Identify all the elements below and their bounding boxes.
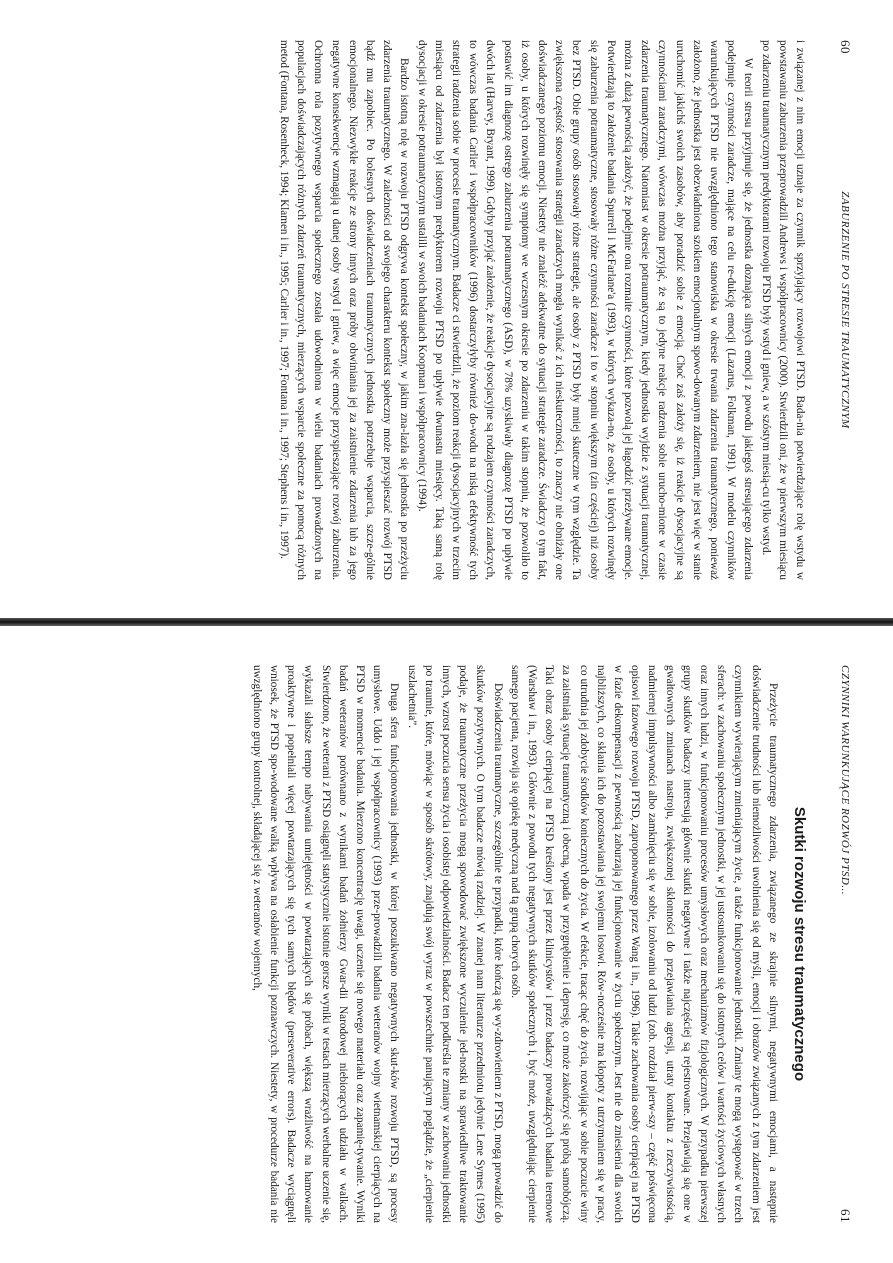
left-page [0,0,893,620]
paragraph: Druga sfera funkcjonowania jednostki, w której poszukiwano negatywnych skut-ków rozwoju PTSD, są procesy umysłowe. Uddo i jej współpracownicy (1993) prze-prowadzili badania weteranów wojny wietnamskiej cierpiących na PTSD w momencie badania. Mierzono koncentrację uwagi, uczenie się nowego materiału oraz zapamię-tywanie. Wyniki badań weteranów porównano z wynikami badań żołnierzy Gwar-dii Narodowej niebiorących udziału w walkach. Stwierdzono, że weterani z PTSD osiągnęli statystycznie istotnie gorsze wyniki w testach mierzących werbalne uczenie się, wykazali słabsze tempo nabywania umiejętności w powtarzających się próbach, większą wrażliwość na hamowanie proaktywne i popełniali więcej powtarzających się tych samych błędów (perseverative errors). Badacze wyciągnęli wniosek, że PTSD spo-wodowane walką wpływa na osłabienie funkcji poznawczych. Niestety, w procedurze badania nie uwzględniono grupy kontrolnej, składającej się z weteranów wojennych, [250,665,401,1223]
right-page [0,625,893,1263]
section-title: Skutki rozwoju stresu traumatycznego [791,806,808,1082]
page-number: 61 [838,1209,853,1223]
paragraph: i związanej z nim emocji uznaje za czynnik sprzyjający rozwojowi PTSD. Bada-nia potwierdzające rolę wstydu w powstawaniu zaburzenia przeprowadzili Andrews i współpracownicy (2000). Stwierdzili oni, że w pierwszym miesiącu po zdarzeniu traumatycznym predyktorami rozwoju PTSD były wstyd i gniew, a w szóstym miesią-cu tylko wstyd. [759,40,806,580]
paragraph: W teorii stresu przyjmuje się, że jednostka doznająca silnych emocji z powodu jakiegoś stresującego zdarzenia podejmuje czynności zaradcze, mające na celu re-dukcję emocji (Lazarus, Folkman, 1991). W modelu czynników warunkujących PTSD nie uwzględniono tego stanowiska w okresie trwania zdarzenia traumatycznego, ponieważ założono, że jednostka jest obezwładniona szokiem emocjonalnym spowo-dowanym zdarzeniem, nie jest więc w stanie uruchomić jakichś swoich zasobów, aby poradzić sobie z emocją. Choć zaś założy się, iż reakcje dysocjacyjne są czynnościami zaradczymi, wówczas można przyjąć, że są to jedyne reakcje radzenia sobie urucho-mione w czasie zdarzenia traumatycznego. Natomiast w okresie potraumatycznym, kiedy jednostka wyjdzie z sytuacji traumatycznej, można z dużą pewnością założyć, że podejmie ona rozmaite czynności, które pozwolą jej łagodzić przeżywane emocje. Potwierdzają to założenie badania Spurrell i McFarlane'a (1993), w których wykaza-no, że osoby, u których rozwinęły się zaburzenia potraumatyczne, stosowały różne czynności zaradcze i to w stopniu większym (zin częściej) niż osoby bez PTSD. Obie grupy osób stosowały różne strategie, ale osoby z PTSD były mniej skuteczne w tym względzie. Ta zwiększona częstość stosowania strategii zaradczych mogła wynikać z ich nieskuteczności, to znaczy nie obniżały one doświadczanego poziomu emocji. Niestety nie znaleźć adekwatne do sytuacji strategie zaradcze. Świadczy o tym fakt, iż osoby, u których rozwinęły się symptomy we wczesnym okresie po zdarzeniu w takim stopniu, że pozwoliło to postawić im diagnozę ostrego zaburzenia potraumatycznego (ASD), w 78% uzyskiwały diagnozę PTSD po upływie dwóch lat (Harvey, Bryant, 1999). Gdyby przyjąć założenie, że reakcje dysocjacyjne są rodzajem czynności zaradczych, to wówczas badania Carlier i współpracowników (1996) dostarczyłyby również do-wodu na niską efektywność tych strategii radzenia sobie w procesie traumatycznym. Badacze ci stwierdzili, że poziom reakcji dysocjacyjnych w trzecim miesiącu od zdarzenia był istotnym predyktorem rozwoju PTSD po upływie dwunastu miesięcy. Taką samą rolę dysocjacji w okresie potraumatycznym ustalili w swoich badaniach Koopman i współpracownicy (1994). [415,40,755,580]
paragraph: Przeżycie traumatycznego zdarzenia, związanego ze skrajnie silnymi, negatywnymi emocjami, a następnie doświadczenie trudności lub niemożliwości uwolnienia się od myśli, emocji i obrazów związanych z tym zdarzeniem jest czynnikiem wywierającym zmieniającym życie, a także funkcjonowanie jednostki. Zmiany te mogą występować w trzech sferach: w zachowaniu społecznym jednostki, w jej ustosunkowaniu się do istotnych celów i wartości życiowych własnych oraz innych ludzi, w funkcjonowaniu procesów umysłowych oraz mechanizmów fizjologicznych. W przypadku pierwszej grupy skutków badaczy interesują głównie skutki negatywne i także najczęściej są rejestrowane. Przejawiają się one w gwałtownych zmianach nastroju, zwiększonej skłonności do przejawiania agresji, utraty kontaktu z rzeczywistością, nadmiernej impulsywności albo zamknięciu się w sobie, izolowaniu od ludzi (zob. rozdział pierw-szy – część poświęcona opisowi fazowego rozwoju PTSD, zaproponowanego przez Wang i in., 1996). Takie zachowania osoby cierpiącej na PTSD w fazie dekompensacji z pewnością zaburzają jej funkcjonowanie w życiu społecznym. Jest nie do zniesienia dla swoich najbliższych, co skłania ich do pozostawiania jej swojemu losowi. Rów-nocześnie ma kłopoty z utrzymaniem się w pracy, co utrudnia jej zdobycie środków koniecznych do życia. W efekcie, tracąc chęć do życia, rozwijając w sobie poczucie winy za zaistniałą sytuację traumatyczną i obecną, wpada w przygnębienie i depresję, co może zakończyć się próbą samobójczą. Taki obraz osoby cierpiącej na PTSD kreślony jest przez klinicystów i przez badaczy prowadzących badania terenowe (Warshaw i in., 1993). Głównie z powodu tych negatywnych skutków społecznych i, być może, uwzględniając cierpienie samego pacjenta, rozwija się opiekę medyczną nad tą grupą chorych osób. [508,665,779,1223]
paragraph: Doświadczenia traumatyczne, szczególnie te przypadki, które kończą się wy-zdrowieniem z PTSD, mogą prowadzić do skutków pozytywnych. O tym badacze mówią rzadziej. W znanej nam literaturze przedmiotu jedynie Lene Symes (1995) podaje, że traumatyczne przeżycia mogą spowodować zwiększone wyczulenie jed-nostki na sprawiedliwe traktowanie innych, wzrost poczucia sensu życia i osobistej odpowiedzialności. Badacz ten podkreśla te zmiany w zachowaniu jednostki po traumie, które, mówiąc w sposób skrótowy, znajdują swój wyraz w powszechnie panującym poglądzie, że „cierpienie uszlachetnia”. [405,665,504,1223]
right-page-header [833,665,853,1223]
running-head: CZYNNIKI WARUNKUJĄCE ROZWÓJ PTSD... [839,665,851,896]
right-page-body [30,665,808,1223]
left-page-rotated-content [0,0,893,620]
left-page-header [833,40,853,580]
right-page-rotated-content [0,625,893,1263]
left-page-body [30,40,808,580]
running-head: ZABURZENIE PO STRESIE TRAUMATYCZNYM [839,191,851,429]
page-number: 60 [838,40,853,54]
paragraph: Bardzo istotną rolę w rozwoju PTSD odgrywa kontekst społeczny, w jakim zna-lazła się jednostka po przeżyciu zdarzenia traumatycznego. W zależności od swojego charakteru kontekst społeczny może przyspieszać rozwój PTSD bądź mu zapobiec. Po bolesnych doświadczeniach traumatycznych jednostka potrzebuje wsparcia, szcze-gólnie emocjonalnego. Niezwykłe reakcje ze strony innych oraz próby obwiniania jej za zaistnienie zdarzenia lub za jego negatywne konsekwencje wzmagają u danej osoby wstyd i gniew, a więc emocje przyspieszające rozwój zaburzenia. Ochronna rola pozytywnego wsparcia społecznego została udowodniona w wielu badaniach prowadzonych na populacjach doświadczających różnych zdarzeń traumatycznych, mierzących wsparcie społeczne za pomocą różnych metod (Fontana, Rosenheck, 1994; Klamen i in., 1995; Carlier i in., 1997; Fontana i in., 1997; Stephens i in., 1997). [277,40,411,580]
